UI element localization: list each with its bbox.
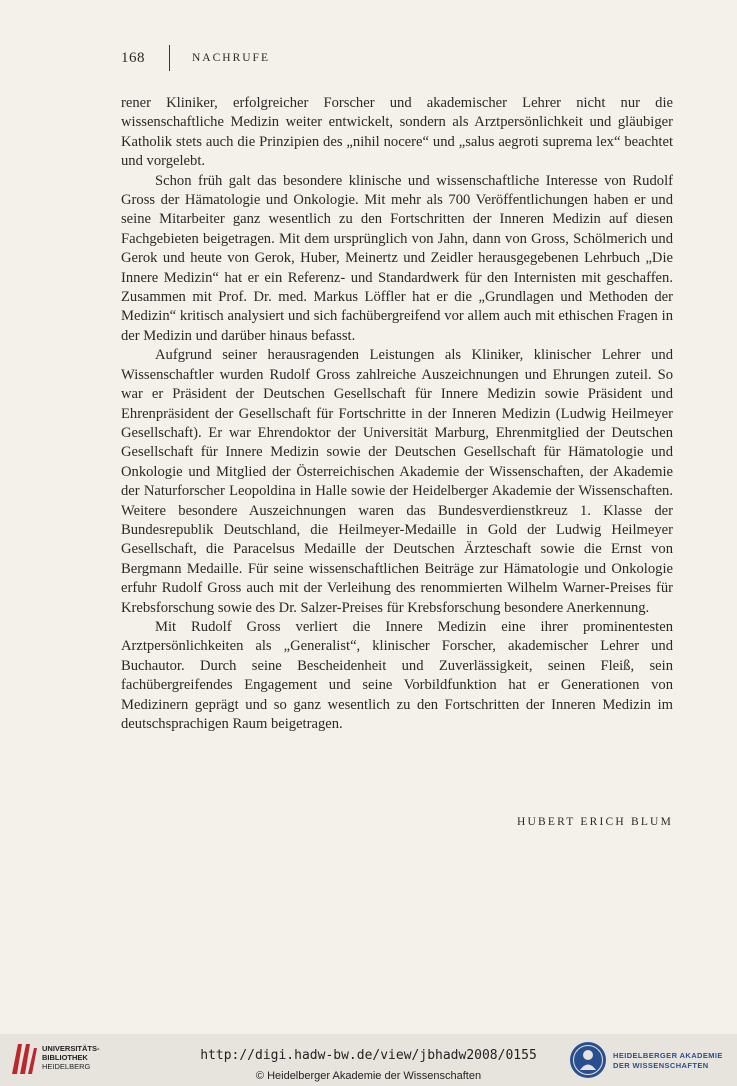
page-number: 168 (121, 49, 145, 66)
paragraph-continuation: rener Kliniker, erfolgreicher Forscher und akademischer Lehrer nicht nur die wissenschaftliche Medizin weiter entwickelt, sondern als Arztpersönlichkeit und gläubiger Katholik stets auch die Prinzipien des „nihil nocere“ und „salus aegroti suprema lex“ beachtet und vorgelebt. (121, 95, 673, 170)
paragraph-honors: Aufgrund seiner herausragenden Leistungen als Kliniker, klinischer Lehrer und Wissenschaftler wurden Rudolf Gross zahlreiche Auszeichnungen und Ehrungen zuteil. So war er Präsident der Deutschen Gesellschaft für Innere Medizin sowie Präsident und Ehrenpräsident der Gesellschaft für Fortschritte in der Inneren Medizin (Ludwig Heilmeyer Gesellschaft). Er war Ehrendoktor der Universität Marburg, Ehrenmitglied der Deutschen Gesellschaft für Innere Medizin sowie der Deutschen Gesellschaft für Hämatologie und Onkologie und Mitglied der Österreichischen Akademie der Wissenschaften, der Akademie der Naturforscher Leopoldina in Halle sowie der Heidelberger Akademie der Wissenschaften. Weitere besondere Auszeichnungen waren das Bundesverdienstkreuz 1. Klasse der Bundesrepublik Deutschland, die Heilmeyer-Medaille in Gold der Ludwig Heilmeyer Gesellschaft, die Paracelsus Medaille der Deutschen Ärzteschaft sowie die Ernst von Bergmann Medaille. Für seine wissenschaftlichen Beiträge zur Hämatologie und Onkologie erfuhr Rudolf Gross auch mit der Verleihung des renommierten Wilhelm Warner-Preises für Krebsforschung sowie des Dr. Salzer-Preises für Krebsforschung besondere Anerkennung. (121, 347, 673, 616)
library-name-line3: HEIDELBERG (42, 1062, 91, 1071)
library-name-line2: BIBLIOTHEK (42, 1053, 88, 1062)
academy-name-line2: DER WISSENSCHAFTEN (613, 1060, 709, 1070)
paragraph-research: Schon früh galt das besondere klinische und wissenschaftliche Interesse von Rudolf Gross der Hämatologie und Onkologie. Mit mehr als 700 Veröffentlichungen haben er und seine Mitarbeiter ganz wesentlich zu den Fortschritten der Inneren Medizin auf diesen Fachgebieten beigetragen. Mit dem ursprünglich von Jahn, dann von Gross, Schölmerich und Gerok und heute von Gerok, Huber, Meinertz und Zeidler herausgegebenen Lehrbuch „Die Innere Medizin“ hat er ein Referenz- und Standardwerk für den Internisten mit geschaffen. Zusammen mit Prof. Dr. med. Markus Löffler hat er die „Grundlagen und Methoden der Medizin“ kritisch analysiert und sich fachübergreifend vor allem auch mit ethischen Fragen in der Medizin und darüber hinaus befasst. (121, 172, 673, 344)
academy-name (613, 1051, 723, 1070)
academy-seal-icon[interactable] (569, 1041, 607, 1079)
article-body (121, 94, 673, 734)
page-header (121, 44, 270, 72)
academy-name-line1: HEIDELBERGER AKADEMIE (613, 1051, 723, 1060)
paragraph-closing: Mit Rudolf Gross verliert die Innere Medizin eine ihrer prominentesten Arztpersönlichkeiten als „Generalist“, klinischer Forscher, akademischer Lehrer und Buchautor. Durch seine Bescheidenheit und Zuverlässigkeit, seinen Fleiß, sein fachübergreifendes Engagement und seine Vorbildfunktion hat er Generationen von Medizinern geprägt und so ganz wesentlich zu den Fortschritten der Inneren Medizin im deutschsprachigen Raum beigetragen. (121, 618, 673, 732)
library-name-line1: UNIVERSITÄTS- (42, 1044, 100, 1053)
author-signature: HUBERT ERICH BLUM (517, 816, 673, 828)
document-url-link[interactable]: http://digi.hadw-bw.de/view/jbhadw2008/0155 (200, 1048, 537, 1063)
digitization-footer (0, 1034, 737, 1086)
header-divider (169, 45, 170, 71)
running-title: NACHRUFE (192, 52, 270, 64)
copyright-notice: © Heidelberger Akademie der Wissenschaften (255, 1070, 482, 1082)
